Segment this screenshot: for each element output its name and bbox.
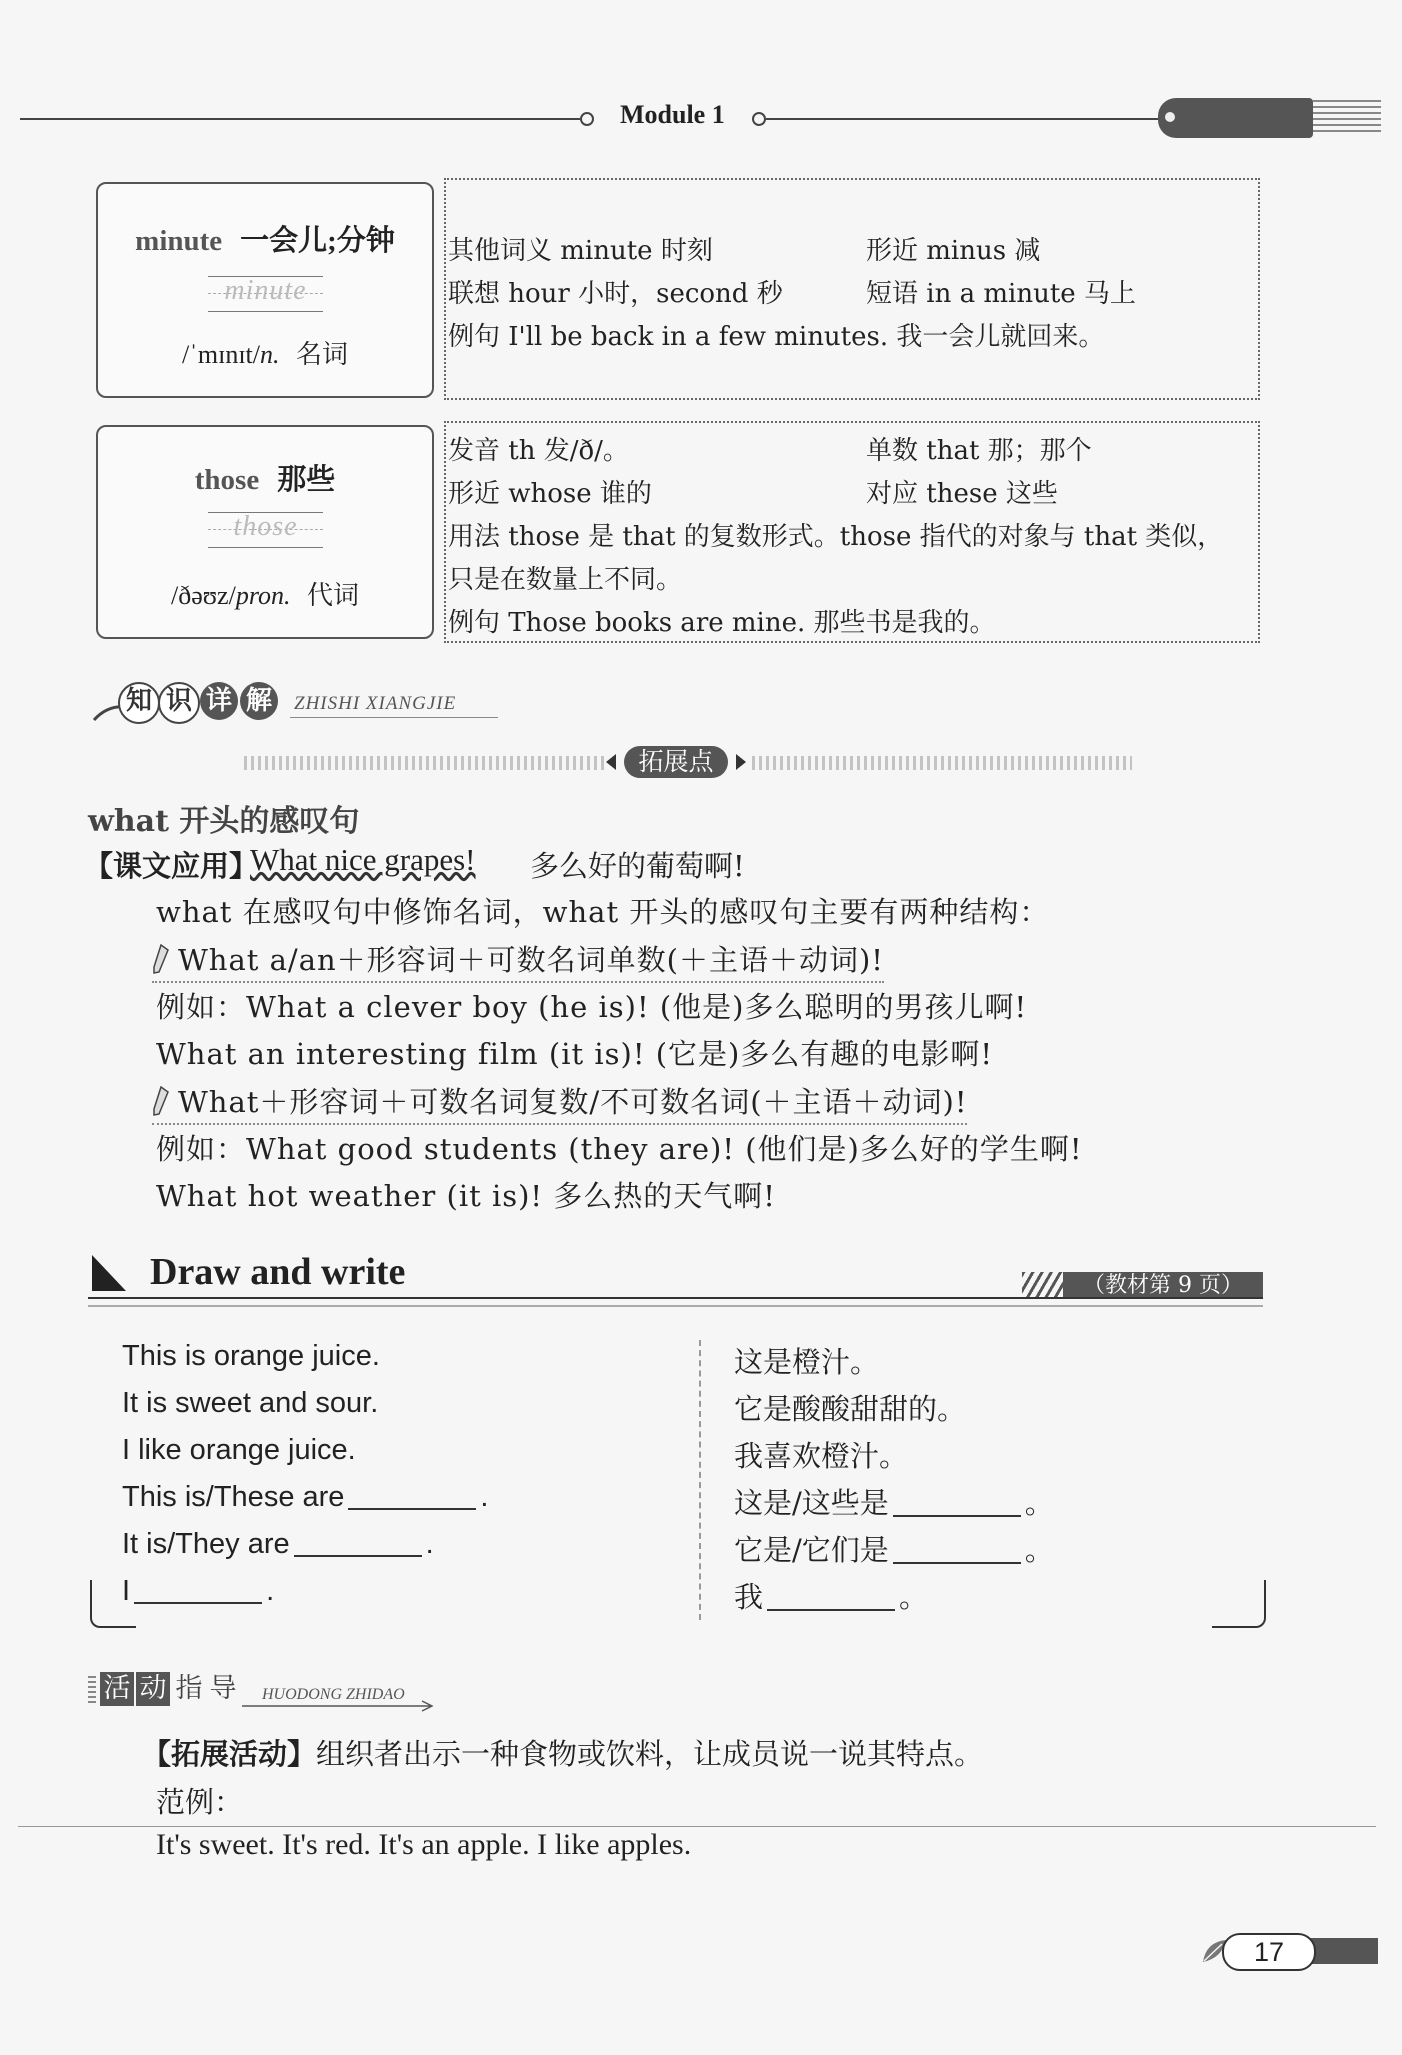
pencil-icon (152, 1086, 170, 1116)
dotted-band-right (752, 756, 1132, 770)
word-headline (98, 218, 432, 259)
info-counterpart: 对应 these 这些 (866, 479, 1058, 509)
draw-write-title: Draw and write (150, 1251, 406, 1293)
en-end: . (266, 1575, 275, 1607)
activity-example: It's sweet. It's red. It's an apple. I like apples. (156, 1828, 692, 1861)
rule-1 (152, 938, 884, 983)
header-tab-block (1158, 98, 1313, 138)
activity-char-4: 导 (209, 1673, 237, 1704)
word-meaning: 那些 (277, 464, 336, 496)
phonetic: /ˈmɪnɪt/ (181, 340, 260, 369)
fill-blank[interactable] (294, 1529, 422, 1557)
en-line-3 (122, 1434, 356, 1467)
knowledge-char-2: 识 (158, 682, 200, 724)
fill-blank[interactable] (348, 1482, 476, 1510)
arrow-right-icon (734, 752, 748, 772)
arrow-left-icon (604, 752, 618, 772)
fill-blank[interactable] (893, 1536, 1021, 1564)
info-example: 例句 Those books are mine. 那些书是我的。 (448, 608, 996, 638)
part-of-speech: pron. (235, 581, 291, 610)
knowledge-char-4: 解 (240, 682, 278, 720)
part-of-speech-cn: 代词 (306, 581, 359, 610)
cn-line-2 (734, 1387, 966, 1428)
section-heading: what 开头的感叹句 (88, 804, 360, 839)
cn-text: 我 (734, 1580, 764, 1614)
activity-example-label: 范例： (156, 1785, 244, 1819)
word-card-those (96, 425, 434, 639)
cn-text: 我喜欢橙汁。 (734, 1439, 909, 1473)
info-example: 例句 I'll be back in a few minutes. 我一会儿就回来。 (448, 322, 1105, 352)
en-text: I (122, 1575, 131, 1607)
rule-2-text: What＋形容词＋可数名词复数/不可数名词(＋主语＋动词)! (178, 1085, 968, 1119)
column-divider (699, 1340, 701, 1620)
trace-writing (208, 276, 323, 312)
rule-1-text: What a/an＋形容词＋可数名词单数(＋主语＋动词)! (178, 943, 884, 977)
trace-text: minute (224, 275, 307, 306)
pencil-icon (152, 944, 170, 974)
page-number: 17 (1222, 1933, 1316, 1971)
info-usage: 用法 those 是 that 的复数形式。those 指代的对象与 that 类似， (448, 522, 1224, 552)
example-1a-text: What a clever boy (he is)! (他是)多么聪明的男孩儿啊! (246, 990, 1028, 1024)
draw-write-rule (88, 1297, 1263, 1307)
info-pronunciation: 发音 th 发/ð/。 (448, 436, 629, 466)
word-text: minute (135, 225, 223, 257)
info-association: 联想 hour 小时，second 秒 (448, 279, 783, 309)
activity-line (142, 1732, 983, 1773)
extension-tag: 拓展点 (624, 746, 728, 778)
bracket-left (90, 1580, 136, 1628)
cn-text: 它是酸酸甜甜的。 (734, 1392, 967, 1426)
en-end: . (480, 1481, 489, 1513)
part-of-speech: n. (259, 340, 280, 369)
fill-blank[interactable] (134, 1576, 262, 1604)
en-text: It is/They are (122, 1528, 290, 1560)
info-singular: 单数 that 那；那个 (866, 436, 1092, 466)
section-triangle-icon (92, 1255, 126, 1291)
en-text: It is sweet and sour. (122, 1387, 379, 1419)
en-line-6 (122, 1575, 274, 1608)
phonetic-line (98, 334, 432, 371)
info-usage-cont: 只是在数量上不同。 (448, 565, 683, 595)
header-stripes (1313, 100, 1381, 136)
fill-blank[interactable] (767, 1583, 895, 1611)
header-dot-icon (1165, 112, 1175, 122)
cn-end: 。 (899, 1580, 929, 1614)
knowledge-char-1: 知 (118, 682, 160, 724)
activity-rule (18, 1826, 1376, 1827)
activity-pinyin: HUODONG ZHIDAO (262, 1686, 405, 1703)
en-line-5 (122, 1528, 434, 1561)
trace-writing (208, 512, 323, 548)
cn-text: 它是/它们是 (734, 1533, 889, 1567)
cn-line-1 (734, 1340, 879, 1381)
cn-line-5 (734, 1528, 1054, 1569)
phonetic: /ðəʊz/ (171, 581, 236, 610)
app-translation: 多么好的葡萄啊! (530, 849, 745, 883)
activity-char-1: 活 (100, 1672, 134, 1706)
info-similar: 形近 whose 谁的 (448, 479, 652, 509)
slash-decoration (1022, 1272, 1066, 1299)
en-text: I like orange juice. (122, 1434, 356, 1466)
activity-stripes (88, 1676, 96, 1704)
bracket-right (1212, 1580, 1266, 1628)
en-end: . (425, 1528, 434, 1560)
word-text: those (194, 464, 260, 496)
cn-text: 这是/这些是 (734, 1486, 889, 1520)
en-text: This is/These are (122, 1481, 345, 1513)
part-of-speech-cn: 名词 (295, 340, 348, 369)
trace-text: those (233, 511, 298, 542)
module-title: Module 1 (620, 100, 725, 129)
activity-text: 组织者出示一种食物或饮料，让成员说一说其特点。 (316, 1737, 984, 1771)
activity-arrow-icon (240, 1700, 440, 1712)
en-line-1 (122, 1340, 380, 1373)
dotted-band-left (244, 756, 604, 770)
activity-label: 【拓展活动】 (142, 1737, 317, 1771)
info-other-meaning: 其他词义 minute 时刻 (448, 236, 713, 266)
activity-char-3: 指 (175, 1673, 203, 1704)
cn-text: 这是橙汁。 (734, 1345, 880, 1379)
rule-2 (152, 1080, 967, 1125)
example-2b: What hot weather (it is)! 多么热的天气啊! (156, 1179, 776, 1213)
info-similar: 形近 minus 减 (866, 236, 1041, 266)
phonetic-line (98, 575, 432, 612)
fill-blank[interactable] (893, 1489, 1021, 1517)
cn-end: 。 (1024, 1486, 1054, 1520)
info-phrase: 短语 in a minute 马上 (866, 279, 1136, 309)
cn-end: 。 (1024, 1533, 1054, 1567)
header-rule-right (766, 118, 1160, 120)
app-sentence: What nice grapes! (250, 842, 476, 877)
word-headline (98, 457, 432, 498)
header-circle-left (580, 112, 594, 126)
en-line-4 (122, 1481, 488, 1514)
en-line-2 (122, 1387, 378, 1420)
word-card-minute (96, 182, 434, 398)
en-text: This is orange juice. (122, 1340, 380, 1372)
activity-char-2: 动 (136, 1672, 170, 1706)
cn-line-4 (734, 1481, 1054, 1522)
knowledge-pinyin: ZHISHI XIANGJIE (294, 693, 457, 714)
cn-line-3 (734, 1434, 908, 1475)
intro-line: what 在感叹句中修饰名词，what 开头的感叹句主要有两种结构： (156, 895, 1050, 929)
header-rule-left (20, 118, 580, 120)
example-label: 例如： (156, 1132, 247, 1166)
example-2a (156, 1127, 1083, 1168)
header-circle-right (752, 112, 766, 126)
cn-line-6 (734, 1575, 928, 1616)
app-label: 【课文应用】 (84, 849, 259, 883)
word-meaning: 一会儿;分钟 (240, 225, 395, 257)
knowledge-char-3: 详 (200, 682, 238, 720)
example-1b: What an interesting film (it is)! (它是)多么有趣的电影啊! (156, 1037, 993, 1071)
example-1a (156, 985, 1027, 1026)
example-label: 例如： (156, 990, 247, 1024)
example-2a-text: What good students (they are)! (他们是)多么好的学生啊! (246, 1132, 1083, 1166)
knowledge-underline (290, 717, 498, 718)
textbook-page-ref: （教材第 9 页） (1063, 1272, 1263, 1299)
